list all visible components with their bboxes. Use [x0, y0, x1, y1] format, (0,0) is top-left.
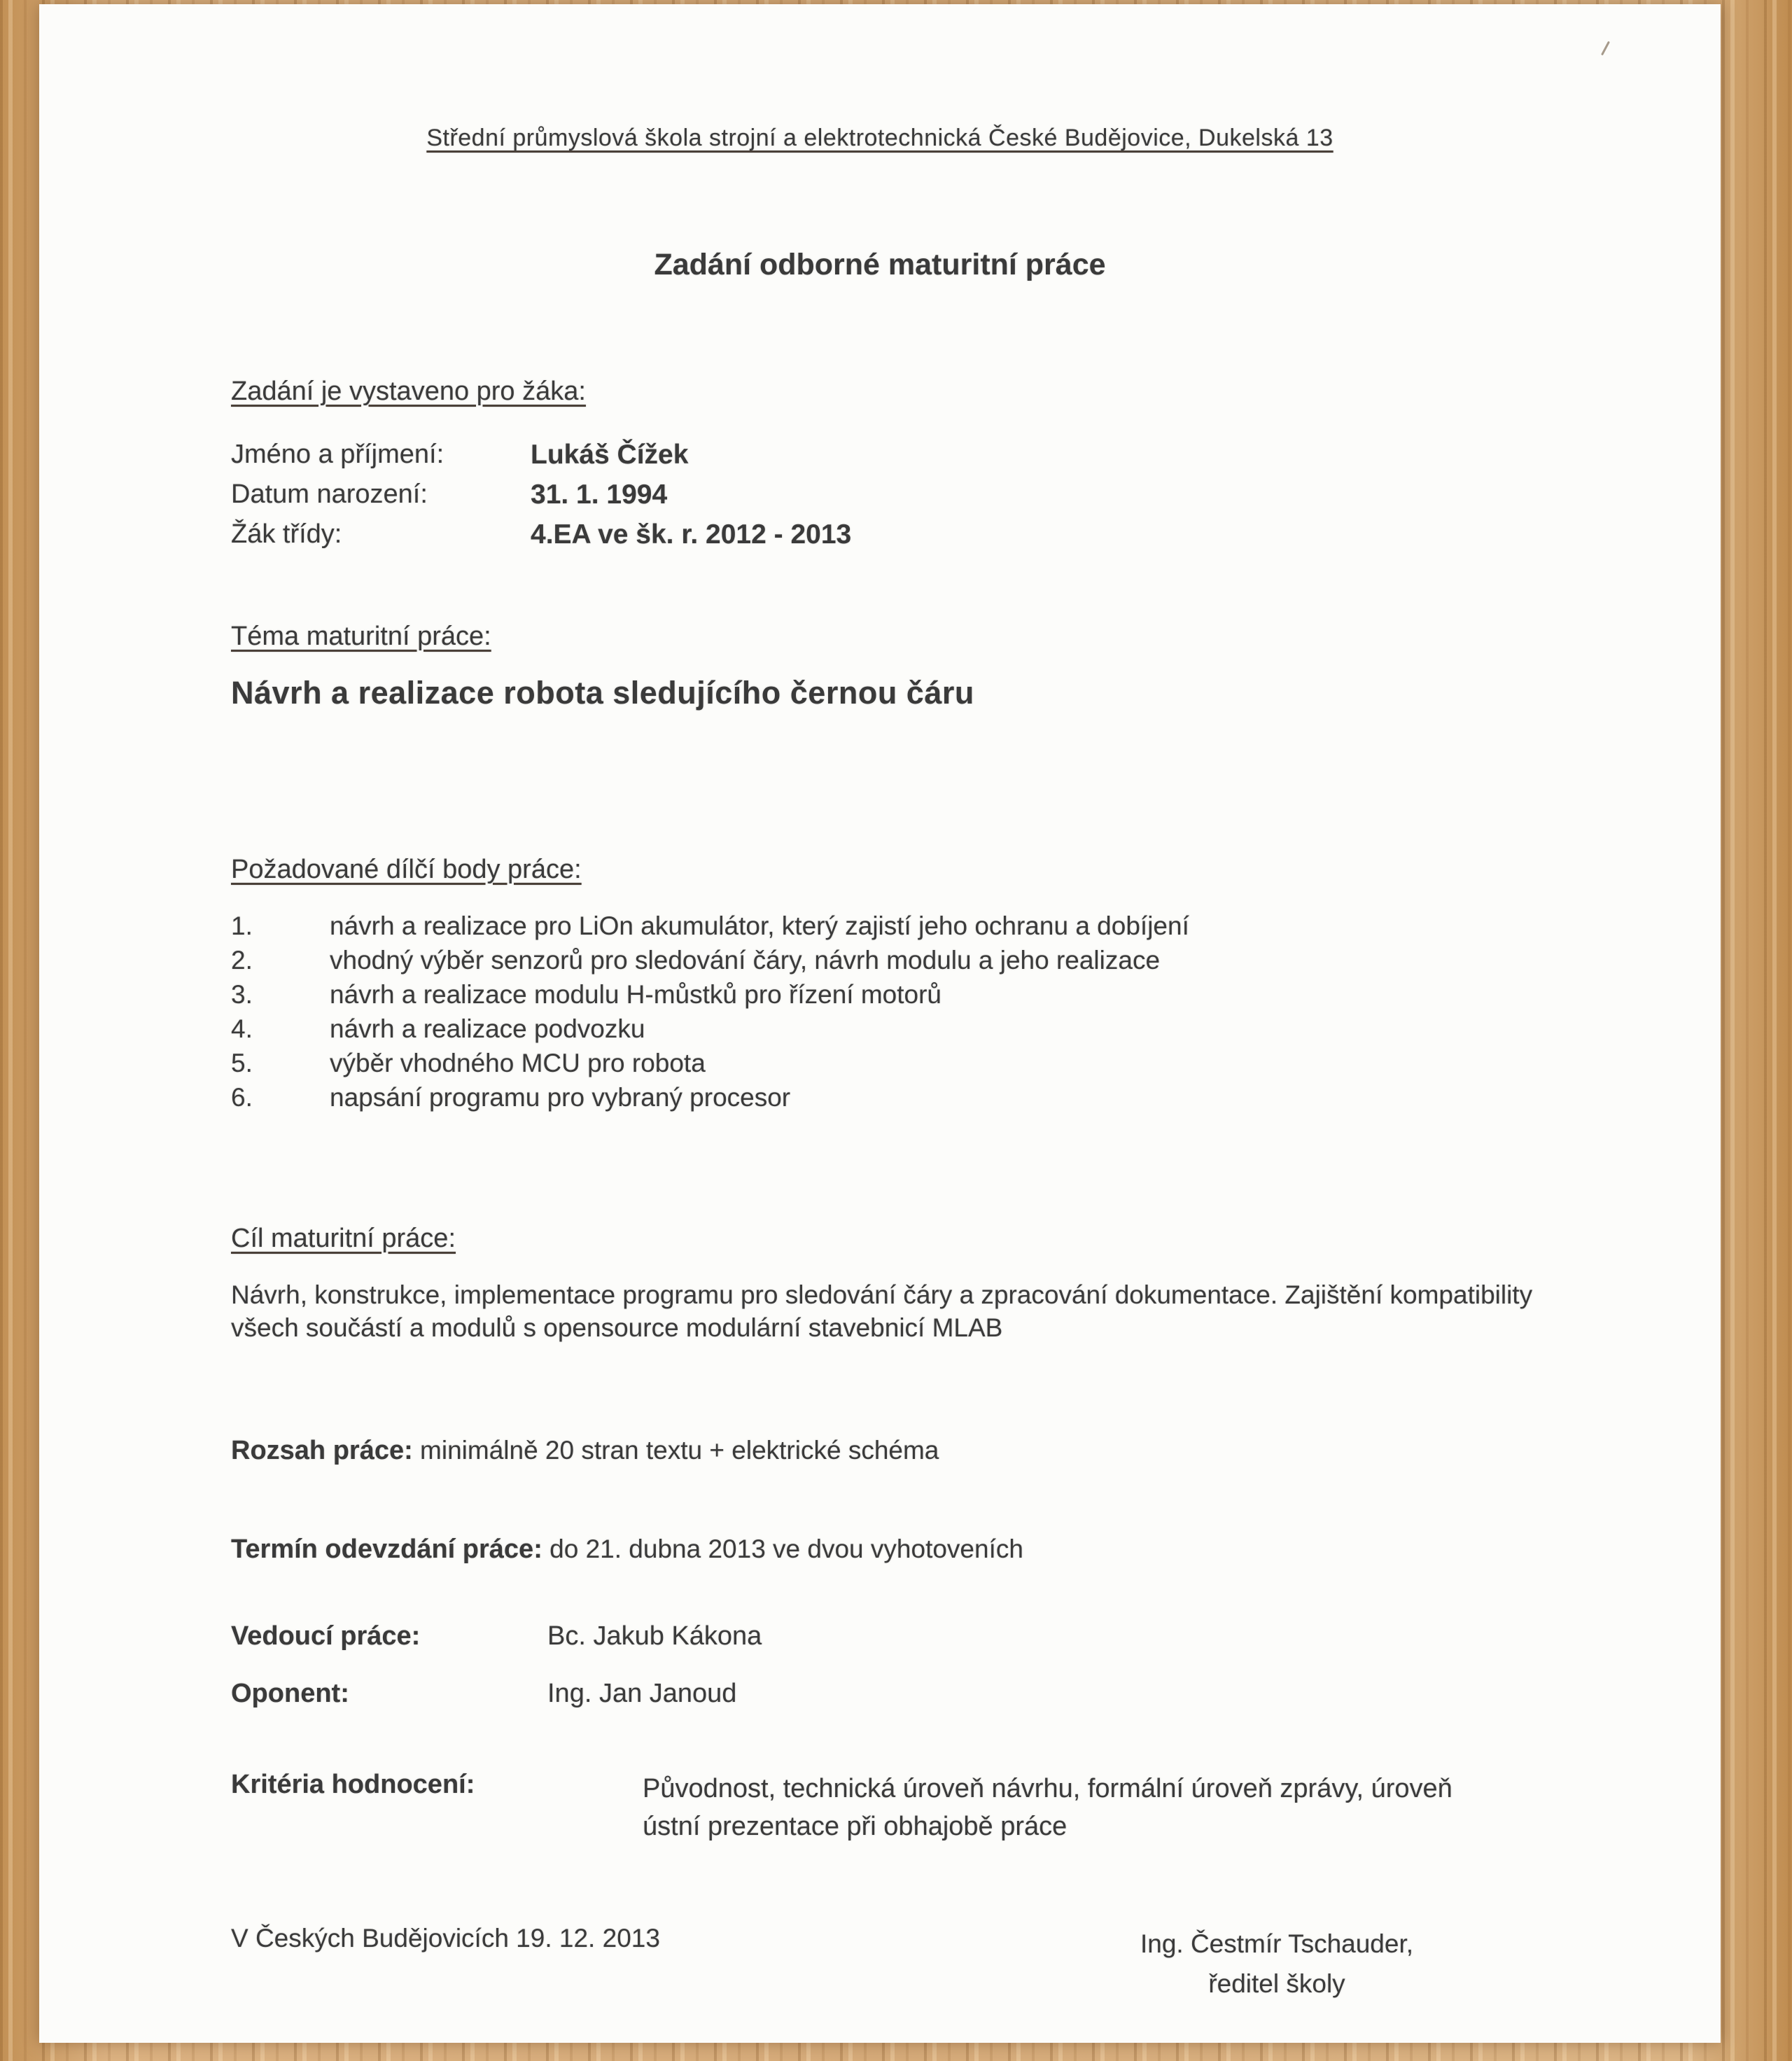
- criteria-value: Původnost, technická úroveň návrhu, formální úroveň zprávy, úroveň ústní prezentace při obhajobě práce: [643, 1774, 1452, 1841]
- signature-block: [1123, 1924, 1431, 2004]
- school-header: Střední průmyslová škola strojní a elektrotechnická České Budějovice, Dukelská 13: [426, 125, 1334, 151]
- signature-name: Ing. Čestmír Tschauder,: [1140, 1929, 1414, 1958]
- requirements-heading: Požadované dílčí body práce:: [231, 855, 582, 884]
- item-text: napsání programu pro vybraný procesor: [330, 1083, 791, 1112]
- list-item: [231, 1046, 1603, 1080]
- item-number: 4.: [231, 1014, 253, 1043]
- scanned-paper: [39, 4, 1721, 2043]
- birthdate-label: Datum narození:: [231, 480, 428, 509]
- deadline-line: [231, 1535, 1023, 1565]
- item-number: 1.: [231, 911, 253, 940]
- item-number: 6.: [231, 1083, 253, 1112]
- list-item: [231, 943, 1603, 977]
- class-label: Žák třídy:: [231, 519, 342, 549]
- opponent-line: [231, 1679, 736, 1709]
- list-item: [231, 977, 1603, 1012]
- item-text: návrh a realizace podvozku: [330, 1014, 645, 1043]
- student-section-heading: Zadání je vystaveno pro žáka:: [231, 377, 586, 406]
- goal-text: Návrh, konstrukce, implementace programu pro sledování čáry a zpracování dokumentace. Zajištění kompatibility všech součástí a modulů s opensource modulární stavebnicí MLAB: [231, 1280, 1533, 1342]
- criteria-label: Kritéria hodnocení:: [231, 1770, 475, 1799]
- list-item: [231, 1012, 1603, 1046]
- list-item: [231, 1080, 1603, 1115]
- goal-heading: Cíl maturitní práce:: [231, 1224, 456, 1253]
- pen-mark: [1601, 41, 1610, 56]
- birthdate-value: 31. 1. 1994: [531, 480, 668, 510]
- item-number: 2.: [231, 946, 253, 974]
- place-date: V Českých Budějovicích 19. 12. 2013: [231, 1924, 660, 1952]
- deadline-value: do 21. dubna 2013 ve dvou vyhotoveních: [542, 1535, 1023, 1563]
- thesis-topic-title: Návrh a realizace robota sledujícího černou čáru: [231, 675, 974, 711]
- deadline-label: Termín odevzdání práce:: [231, 1535, 542, 1564]
- scope-value: minimálně 20 stran textu + elektrické schéma: [412, 1436, 939, 1465]
- name-value: Lukáš Čížek: [531, 440, 689, 470]
- student-row-birthdate: [231, 480, 851, 519]
- scope-line: [231, 1436, 939, 1466]
- supervisor-line: [231, 1621, 762, 1651]
- item-text: návrh a realizace pro LiOn akumulátor, který zajistí jeho ochranu a dobíjení: [330, 911, 1189, 940]
- requirements-list: [231, 909, 1603, 1115]
- item-text: návrh a realizace modulu H-můstků pro řízení motorů: [330, 980, 941, 1009]
- criteria-line: [231, 1770, 1476, 1845]
- class-value: 4.EA ve šk. r. 2012 - 2013: [531, 519, 852, 550]
- document-title: Zadání odborné maturitní práce: [654, 248, 1106, 281]
- topic-section-heading: Téma maturitní práce:: [231, 622, 491, 651]
- opponent-label: Oponent:: [231, 1679, 349, 1708]
- name-label: Jméno a příjmení:: [231, 440, 444, 469]
- student-row-name: [231, 440, 851, 480]
- list-item: [231, 909, 1603, 943]
- opponent-value: Ing. Jan Janoud: [547, 1679, 737, 1708]
- supervisor-value: Bc. Jakub Kákona: [547, 1621, 762, 1651]
- item-number: 3.: [231, 980, 253, 1009]
- item-number: 5.: [231, 1049, 253, 1077]
- item-text: výběr vhodného MCU pro robota: [330, 1049, 706, 1077]
- item-text: vhodný výběr senzorů pro sledování čáry, návrh modulu a jeho realizace: [330, 946, 1161, 974]
- signature-role: ředitel školy: [1208, 1969, 1345, 1998]
- supervisor-label: Vedoucí práce:: [231, 1621, 421, 1651]
- scope-label: Rozsah práce:: [231, 1436, 413, 1465]
- student-row-class: [231, 519, 851, 559]
- student-info-rows: [231, 440, 851, 559]
